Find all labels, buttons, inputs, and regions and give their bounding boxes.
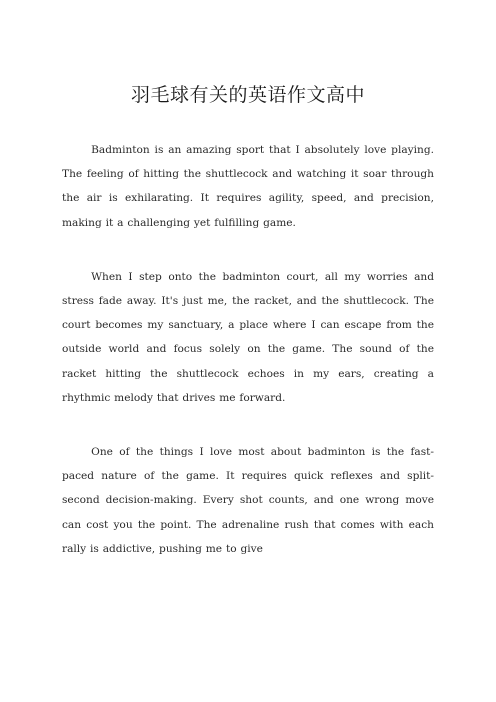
document-body bbox=[62, 138, 434, 591]
paragraph-3: One of the things I love most about badminton is the fast-paced nature of the game. It requires quick reflexes and split-second decision-making. Every shot counts, and one wrong move can cost you the point. The adrenaline rush that comes with each rally is addictive, pushing me to give bbox=[62, 446, 434, 555]
paragraph-1: Badminton is an amazing sport that I absolutely love playing. The feeling of hitting the shuttlecock and watching it soar through the air is exhilarating. It requires agility, speed, and precision, making it a challenging yet fulfilling game. bbox=[62, 144, 434, 229]
paragraph-2: When I step onto the badminton court, all my worries and stress fade away. It's just me, the racket, and the shuttlecock. The court becomes my sanctuary, a place where I can escape from the outside world and focus solely on the game. The sound of the racket hitting the shuttlecock echoes in my ears, creating a rhythmic melody that drives me forward. bbox=[62, 270, 434, 404]
document-title: 羽毛球有关的英语作文高中 bbox=[130, 84, 365, 106]
